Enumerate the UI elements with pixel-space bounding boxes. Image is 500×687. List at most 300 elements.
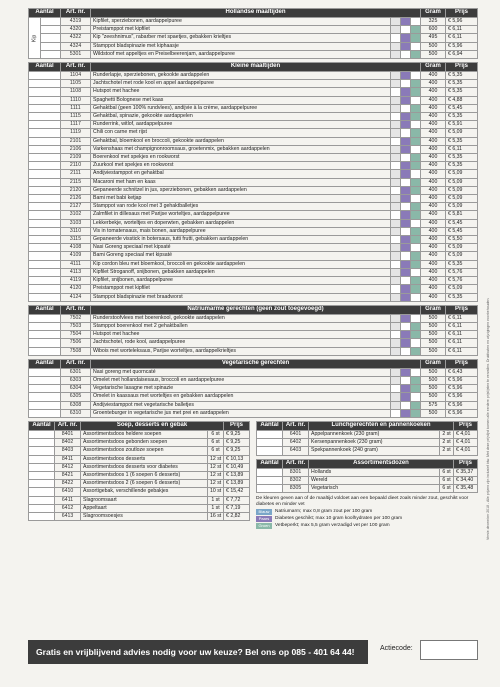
meal-name: Omelet met hollandaisesaus, broccoli en aardappelpuree (91, 376, 391, 384)
aantal-input[interactable] (29, 439, 55, 447)
aantal-input[interactable] (29, 186, 61, 194)
table-row (29, 18, 478, 26)
table-row (29, 504, 250, 512)
diet-color-box (410, 154, 420, 162)
aantal-input[interactable] (29, 463, 55, 471)
bottom-left-column (28, 421, 250, 529)
article-number: 3102 (61, 211, 91, 219)
table-row (29, 236, 478, 244)
diet-color-box (390, 195, 400, 203)
aantal-input[interactable] (29, 385, 61, 393)
meal-name: Boerenkool met spekjes en rookworst (91, 154, 391, 162)
meal-name: Andijviestamppot met vegetarische balletjes (91, 401, 391, 409)
table-row (29, 113, 478, 121)
prijs-header: Prijs (446, 305, 478, 314)
gram-value: 400 (421, 113, 446, 121)
aantal-input[interactable] (29, 430, 55, 438)
price-value: € 6,11 (446, 331, 478, 339)
aantal-input[interactable] (29, 72, 61, 80)
diet-color-box (390, 96, 400, 104)
diet-color-box (391, 385, 401, 393)
aantal-input[interactable] (29, 211, 61, 219)
product-name: Slagroomsoesjes (81, 512, 208, 520)
price-value: € 5,96 (446, 42, 478, 50)
diet-color-box (391, 368, 401, 376)
price-value: € 6,43 (446, 368, 478, 376)
lunchgerechten-table (256, 421, 478, 456)
article-number: 8421 (55, 471, 81, 479)
diet-color-box (410, 96, 420, 104)
table-row (29, 368, 478, 376)
diet-color-box (400, 186, 410, 194)
article-number: 2109 (61, 154, 91, 162)
article-number: 4320 (61, 26, 91, 34)
gram-value: 400 (421, 121, 446, 129)
diet-color-box (400, 162, 410, 170)
diet-color-box (411, 409, 421, 417)
product-name: Assortimentsdoos desserts voor diabetes (81, 463, 208, 471)
gram-value: 400 (421, 252, 446, 260)
table-row (29, 277, 478, 285)
product-name: Assortimentsdoos zoutloze soepen (81, 447, 208, 455)
price-value: € 5,35 (446, 162, 478, 170)
meal-name: Kipfilet, sperziebonen, aardappelpuree (91, 18, 391, 26)
price-value: € 6,11 (446, 339, 478, 347)
diet-color-box (410, 50, 420, 58)
article-number: 2111 (61, 170, 91, 178)
diet-color-box (390, 277, 400, 285)
meal-name: Zalmfilet in dillesaus met Parijse worteltjes, aardappelpuree (91, 211, 391, 219)
gram-value: 400 (421, 260, 446, 268)
diet-color-box (410, 244, 420, 252)
price-value: € 9,25 (224, 439, 250, 447)
gram-value: 400 (421, 227, 446, 235)
aantal-input[interactable] (257, 439, 283, 447)
diet-color-box (400, 137, 410, 145)
gram-value: 400 (421, 137, 446, 145)
aantal-input[interactable] (41, 34, 61, 42)
article-number: 6403 (283, 447, 309, 455)
aantal-input[interactable] (29, 260, 61, 268)
gram-value: 400 (421, 268, 446, 276)
diet-color-box (400, 26, 410, 34)
article-number: 2110 (61, 162, 91, 170)
aantal-header: Aantal (29, 9, 61, 18)
gram-value: 400 (421, 236, 446, 244)
product-name: Slagroomsaart (81, 496, 208, 504)
diet-color-box (400, 96, 410, 104)
aantal-input[interactable] (29, 293, 61, 301)
article-number: 1104 (61, 72, 91, 80)
aantal-input[interactable] (29, 252, 61, 260)
quantity-value: 6 st (208, 447, 224, 455)
aantal-input[interactable] (29, 121, 61, 129)
aantal-input[interactable] (29, 104, 61, 112)
diet-color-box (390, 42, 400, 50)
meal-name: Runderrink, witlof, aardappelpuree (91, 121, 391, 129)
quantity-value: 2 st (440, 430, 454, 438)
article-number: 5301 (61, 50, 91, 58)
diet-color-box (400, 285, 410, 293)
table-row (29, 385, 478, 393)
diet-color-box (410, 260, 420, 268)
diet-color-box (390, 203, 400, 211)
diet-color-box (390, 236, 400, 244)
price-value: € 6,11 (446, 34, 478, 42)
table-row (29, 26, 478, 34)
table-row (29, 219, 478, 227)
table-row (29, 430, 250, 438)
aantal-input[interactable] (29, 393, 61, 401)
aantal-input[interactable] (29, 80, 61, 88)
article-number: 1115 (61, 113, 91, 121)
aantal-input[interactable] (29, 113, 61, 121)
gram-value: 575 (421, 401, 446, 409)
aantal-input[interactable] (41, 18, 61, 26)
aantal-input[interactable] (29, 409, 61, 417)
table-row (29, 121, 478, 129)
gram-value: 600 (421, 26, 446, 34)
diet-color-box (390, 26, 400, 34)
diet-color-box (401, 409, 411, 417)
gram-value: 500 (421, 347, 446, 355)
aantal-input[interactable] (41, 26, 61, 34)
quantity-value: 6 st (440, 468, 454, 476)
diet-color-box (390, 285, 400, 293)
diet-color-box (410, 72, 420, 80)
article-number: 7503 (61, 322, 91, 330)
diet-color-box (400, 50, 410, 58)
price-value: € 34,40 (454, 476, 478, 484)
article-number: 6413 (55, 512, 81, 520)
aantal-input[interactable] (29, 488, 55, 496)
prijs-header: Prijs (454, 421, 478, 430)
table-row (257, 447, 478, 455)
aantal-input[interactable] (29, 285, 61, 293)
bottom-section (28, 421, 478, 529)
price-value: € 5,81 (446, 211, 478, 219)
meal-name: Andijviestamppot en gehaktbal (91, 170, 391, 178)
gram-header: Gram (421, 9, 446, 18)
table-row (29, 439, 250, 447)
meal-name: Stamppot van rode kool met 3 gehaktballetjes (91, 203, 391, 211)
price-value: € 5,09 (446, 285, 478, 293)
aantal-input[interactable] (257, 484, 283, 492)
article-number: 7502 (61, 314, 91, 322)
article-number: 4120 (61, 285, 91, 293)
aantal-input[interactable] (29, 268, 61, 276)
article-number: 2120 (61, 186, 91, 194)
aantal-input[interactable] (29, 244, 61, 252)
meal-name: Jachtschotel met rode kool en appel aardappelpuree (91, 80, 391, 88)
diet-color-box (390, 80, 400, 88)
gram-value: 400 (421, 178, 446, 186)
aantal-input[interactable] (29, 162, 61, 170)
aantal-input[interactable] (257, 430, 283, 438)
article-number: 6310 (61, 409, 91, 417)
table-row (29, 244, 478, 252)
price-value: € 5,09 (446, 170, 478, 178)
meal-name: Hutspot met hachee (91, 331, 391, 339)
aantal-input[interactable] (29, 154, 61, 162)
price-value: € 15,42 (224, 488, 250, 496)
aantal-input[interactable] (29, 331, 61, 339)
table-row (29, 129, 478, 137)
quantity-value: 16 st (208, 512, 224, 520)
diet-color-box (391, 409, 401, 417)
table-row (29, 322, 478, 330)
meal-name: Stamppot bladspinazie met kiphaasje (91, 42, 391, 50)
table-row (29, 447, 250, 455)
meal-name: Bami met babi ketjap (91, 195, 391, 203)
product-name: Vegetarisch (309, 484, 440, 492)
price-value: € 6,11 (446, 314, 478, 322)
diet-color-box (390, 34, 400, 42)
aantal-input[interactable] (257, 476, 283, 484)
article-number: 8403 (55, 447, 81, 455)
article-number: 2127 (61, 203, 91, 211)
price-value: € 9,25 (224, 447, 250, 455)
article-number: 2106 (61, 145, 91, 153)
price-value: € 5,76 (446, 277, 478, 285)
aantal-input[interactable] (29, 277, 61, 285)
diet-color-box (390, 162, 400, 170)
diet-color-box (391, 376, 401, 384)
gram-value: 400 (421, 203, 446, 211)
article-number: 7508 (61, 347, 91, 355)
diet-color-box (410, 285, 420, 293)
table-row (29, 393, 478, 401)
aantal-input[interactable] (41, 42, 61, 50)
diet-color-box (410, 314, 420, 322)
aantal-input[interactable] (29, 347, 61, 355)
article-number: 3115 (61, 236, 91, 244)
actiecode-field[interactable] (420, 640, 478, 660)
meal-name: Preistamppot met kipfilet (91, 26, 391, 34)
aantal-input[interactable] (257, 447, 283, 455)
price-value: € 7,19 (224, 504, 250, 512)
meal-name: Macaroni met ham en kaas (91, 178, 391, 186)
diet-color-box (400, 211, 410, 219)
table-row (29, 145, 478, 153)
product-name: Appeltaart (81, 504, 208, 512)
diet-color-box (390, 339, 400, 347)
aantal-input[interactable] (29, 322, 61, 330)
prijs-header: Prijs (454, 459, 478, 468)
article-number: 6401 (283, 430, 309, 438)
section-title: Vegetarische gerechten (91, 359, 421, 368)
diet-color-box (410, 26, 420, 34)
aantal-input[interactable] (29, 195, 61, 203)
aantal-input[interactable] (29, 376, 61, 384)
price-value: € 5,09 (446, 252, 478, 260)
aantal-input[interactable] (29, 504, 55, 512)
actiecode-label: Actiecode: (380, 645, 413, 652)
aantal-input[interactable] (29, 170, 61, 178)
assortimentsdozen-table (256, 459, 478, 494)
price-value: € 13,89 (224, 471, 250, 479)
diet-color-box (410, 137, 420, 145)
table-row (29, 331, 478, 339)
price-value: € 35,48 (454, 484, 478, 492)
aantal-input[interactable] (29, 203, 61, 211)
table-row (29, 347, 478, 355)
article-number: 4113 (61, 268, 91, 276)
art-header: Art. nr. (61, 9, 91, 18)
gram-value: 500 (421, 331, 446, 339)
diet-color-box (400, 227, 410, 235)
aantal-input[interactable] (29, 96, 61, 104)
art-header: Art. nr. (283, 421, 309, 430)
diet-color-box (410, 80, 420, 88)
aantal-input[interactable] (29, 314, 61, 322)
hollandse-maaltijden-table (28, 8, 478, 59)
table-row (29, 339, 478, 347)
price-value: € 5,50 (446, 236, 478, 244)
table-row (29, 203, 478, 211)
aantal-input[interactable] (29, 496, 55, 504)
quantity-value: 2 st (440, 447, 454, 455)
price-value: € 5,45 (446, 219, 478, 227)
product-name: Assortimentsdoos 1 (6 soepen 6 desserts) (81, 471, 208, 479)
quantity-value: 6 st (208, 430, 224, 438)
diet-color-box (410, 170, 420, 178)
article-number: 1119 (61, 129, 91, 137)
legend-item (256, 509, 478, 515)
diet-color-box (400, 18, 410, 26)
diet-color-box (410, 236, 420, 244)
aantal-input[interactable] (29, 219, 61, 227)
meal-name: Runderlapje, sperziebonen, gekookte aardappelen (91, 72, 391, 80)
price-value: € 5,09 (446, 244, 478, 252)
article-number: 4108 (61, 244, 91, 252)
diet-color-box (390, 72, 400, 80)
diet-color-box (400, 154, 410, 162)
price-value: € 5,35 (446, 154, 478, 162)
table-row (29, 314, 478, 322)
table-row (29, 471, 250, 479)
aantal-header: Aantal (257, 421, 283, 430)
meal-name: Kip cordon bleu met bloemkool, broccoli en gekookte aardappelen (91, 260, 391, 268)
diet-color-box (400, 129, 410, 137)
section-title: Lunchgerechten en pannenkoeken (309, 421, 454, 430)
diet-color-box (390, 268, 400, 276)
legend-item (256, 523, 478, 529)
diet-color-box (400, 203, 410, 211)
meal-name: Stamppot bladspinazie met braadworst (91, 293, 391, 301)
prijs-header: Prijs (446, 359, 478, 368)
table-row (29, 195, 478, 203)
aantal-input[interactable] (29, 236, 61, 244)
quantity-value: 12 st (208, 471, 224, 479)
diet-color-box (390, 88, 400, 96)
table-row (29, 376, 478, 384)
article-number: 3110 (61, 227, 91, 235)
gram-header: Gram (421, 305, 446, 314)
price-value: € 5,91 (446, 121, 478, 129)
article-number: 1105 (61, 80, 91, 88)
gram-value: 400 (421, 211, 446, 219)
article-number: 6303 (61, 376, 91, 384)
table-row (29, 409, 478, 417)
price-value: € 6,11 (446, 322, 478, 330)
quantity-value: 1 st (208, 496, 224, 504)
table-row (257, 468, 478, 476)
legend-swatch: Groen (256, 523, 272, 529)
aantal-input[interactable] (29, 137, 61, 145)
meal-name: Gehaktbal, spinazie, gekookte aardappelen (91, 113, 391, 121)
aantal-input[interactable] (29, 145, 61, 153)
price-value: € 5,96 (446, 409, 478, 417)
meal-name: Vegetarische lasagne met spinazie (91, 385, 391, 393)
aantal-input[interactable] (29, 339, 61, 347)
price-value: € 5,35 (446, 72, 478, 80)
table-row (29, 162, 478, 170)
diet-color-box (390, 137, 400, 145)
diet-color-box (410, 34, 420, 42)
table-row (29, 178, 478, 186)
diet-color-box (390, 244, 400, 252)
aantal-input[interactable] (29, 178, 61, 186)
aantal-input[interactable] (29, 455, 55, 463)
diet-color-box (410, 347, 420, 355)
section-title: Assortimentsdozen (309, 459, 454, 468)
diet-color-box (401, 401, 411, 409)
diet-color-box (410, 178, 420, 186)
aantal-input[interactable] (29, 447, 55, 455)
diet-color-box (400, 42, 410, 50)
article-number: 8412 (55, 463, 81, 471)
table-row (29, 268, 478, 276)
article-number: 8301 (283, 468, 309, 476)
diet-color-box (390, 252, 400, 260)
aantal-input[interactable] (29, 401, 61, 409)
price-value: € 5,09 (446, 186, 478, 194)
price-value: € 4,88 (446, 96, 478, 104)
table-row (29, 512, 250, 520)
gram-value: 400 (421, 72, 446, 80)
article-number: 4124 (61, 293, 91, 301)
gram-value: 400 (421, 129, 446, 137)
aantal-input[interactable] (29, 512, 55, 520)
prijs-header: Prijs (224, 421, 250, 430)
article-number: 6410 (55, 488, 81, 496)
aantal-input[interactable] (29, 368, 61, 376)
diet-color-box (400, 80, 410, 88)
article-number: 8302 (283, 476, 309, 484)
article-number: 4324 (61, 42, 91, 50)
category-label: Kip (29, 18, 41, 59)
diet-color-box (390, 227, 400, 235)
article-number: 8411 (55, 455, 81, 463)
diet-color-box (390, 145, 400, 153)
quantity-value: 10 st (208, 488, 224, 496)
diet-color-box (410, 331, 420, 339)
diet-color-box (390, 104, 400, 112)
product-name: Assortimentsdoos gebonden soepen (81, 439, 208, 447)
aantal-input[interactable] (257, 468, 283, 476)
gram-value: 400 (421, 162, 446, 170)
aantal-input[interactable] (29, 129, 61, 137)
aantal-input[interactable] (29, 227, 61, 235)
meal-name: Preistamppot met kipfilet (91, 285, 391, 293)
aantal-input[interactable] (29, 471, 55, 479)
aantal-input[interactable] (29, 88, 61, 96)
aantal-input[interactable] (29, 480, 55, 488)
aantal-input[interactable] (41, 50, 61, 58)
diet-color-box (410, 113, 420, 121)
diet-color-box (400, 236, 410, 244)
